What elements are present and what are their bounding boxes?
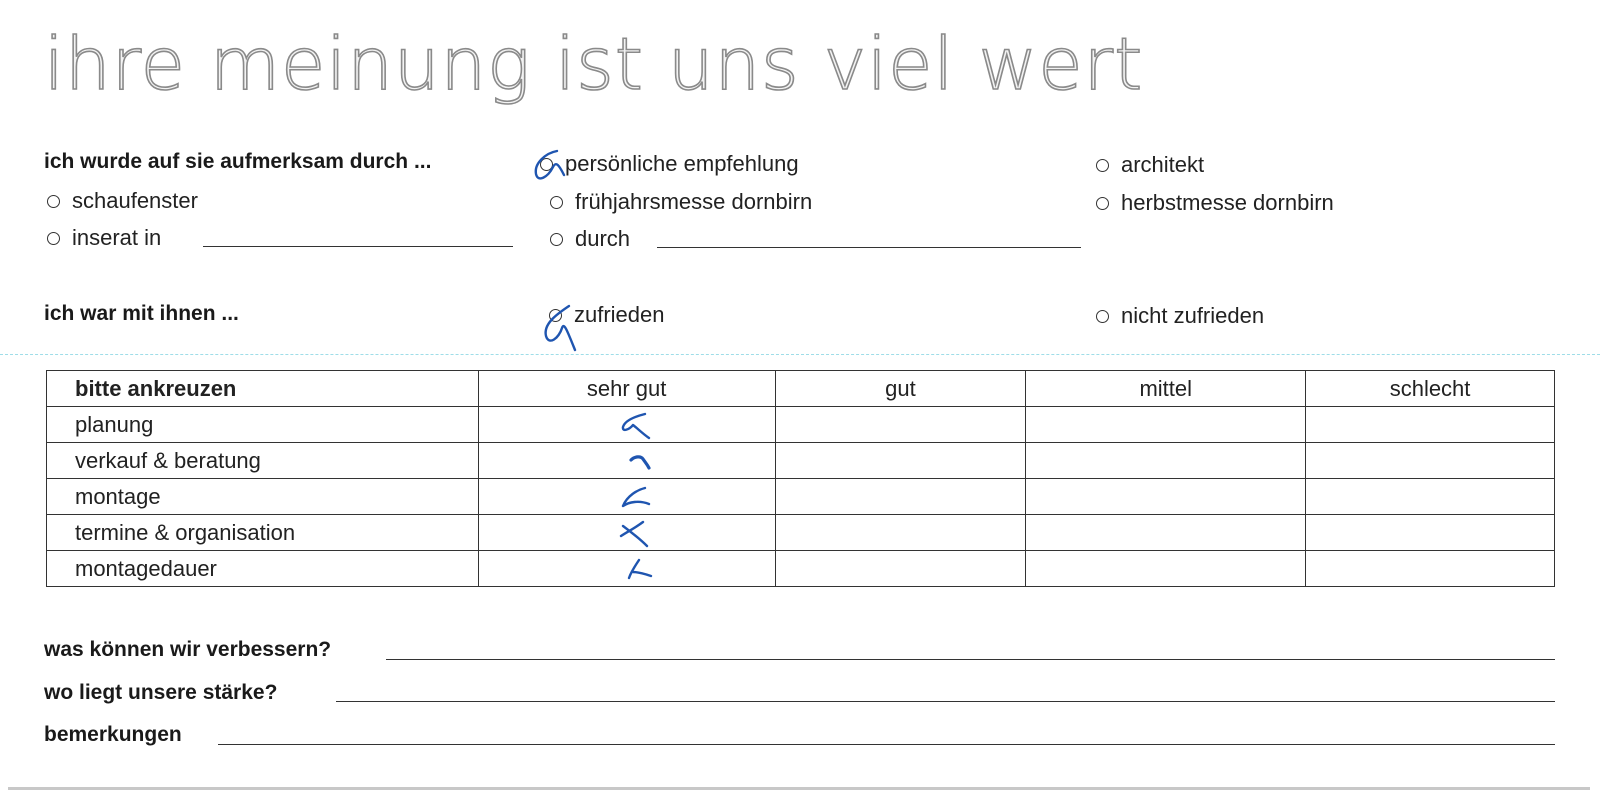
table-row: [47, 479, 1555, 515]
source-question-label: ich wurde auf sie aufmerksam durch ...: [44, 150, 432, 173]
radio-circle-icon[interactable]: [550, 196, 563, 209]
option-label: architekt: [1121, 152, 1205, 177]
cell-mittel[interactable]: [1026, 443, 1306, 479]
improve-answer-line[interactable]: [386, 659, 1555, 660]
cell-mittel[interactable]: [1026, 407, 1306, 443]
cell-sehr-gut[interactable]: [478, 551, 775, 587]
row-label: termine & organisation: [47, 515, 479, 551]
table-row: [47, 443, 1555, 479]
radio-circle-icon[interactable]: [47, 232, 60, 245]
option-zufrieden[interactable]: [549, 302, 665, 328]
cell-schlecht[interactable]: [1306, 479, 1555, 515]
remarks-answer-line[interactable]: [218, 744, 1555, 745]
satisfaction-question-label: ich war mit ihnen ...: [44, 302, 239, 325]
cell-schlecht[interactable]: [1306, 443, 1555, 479]
cell-schlecht[interactable]: [1306, 515, 1555, 551]
row-label: planung: [47, 407, 479, 443]
option-architekt[interactable]: [1096, 152, 1204, 178]
option-fruehjahrsmesse[interactable]: [550, 189, 812, 215]
option-label: persönliche empfehlung: [565, 151, 799, 176]
rating-table: [46, 370, 1555, 587]
strength-answer-line[interactable]: [336, 701, 1555, 702]
radio-circle-icon[interactable]: [1096, 197, 1109, 210]
cell-sehr-gut[interactable]: [478, 443, 775, 479]
cell-schlecht[interactable]: [1306, 407, 1555, 443]
header-bitte-ankreuzen: bitte ankreuzen: [47, 371, 479, 407]
option-herbstmesse[interactable]: [1096, 190, 1334, 216]
cell-mittel[interactable]: [1026, 551, 1306, 587]
header-sehr-gut: sehr gut: [478, 371, 775, 407]
header-gut: gut: [775, 371, 1026, 407]
handwritten-check-icon: [615, 482, 655, 512]
handwritten-check-icon: [615, 518, 655, 548]
cell-gut[interactable]: [775, 407, 1026, 443]
cell-gut[interactable]: [775, 443, 1026, 479]
option-label: herbstmesse dornbirn: [1121, 190, 1334, 215]
cell-sehr-gut[interactable]: [478, 515, 775, 551]
radio-circle-icon[interactable]: [540, 158, 553, 171]
table-header-row: [47, 371, 1555, 407]
radio-circle-icon[interactable]: [47, 195, 60, 208]
page-bottom-edge: [8, 787, 1590, 790]
row-label: montage: [47, 479, 479, 515]
cell-mittel[interactable]: [1026, 479, 1306, 515]
option-empfehlung[interactable]: [540, 151, 799, 177]
inserat-fill-line[interactable]: [203, 246, 513, 247]
radio-circle-icon[interactable]: [549, 309, 562, 322]
option-durch[interactable]: [550, 226, 630, 252]
cell-sehr-gut[interactable]: [478, 407, 775, 443]
cell-gut[interactable]: [775, 515, 1026, 551]
cell-schlecht[interactable]: [1306, 551, 1555, 587]
cell-gut[interactable]: [775, 479, 1026, 515]
row-label: montagedauer: [47, 551, 479, 587]
handwritten-check-icon: [615, 446, 655, 476]
option-nicht-zufrieden[interactable]: [1096, 303, 1264, 329]
option-schaufenster[interactable]: [47, 188, 198, 214]
handwritten-check-icon: [615, 410, 655, 440]
option-label: inserat in: [72, 225, 162, 250]
option-label: nicht zufrieden: [1121, 303, 1265, 328]
radio-circle-icon[interactable]: [1096, 159, 1109, 172]
header-schlecht: schlecht: [1306, 371, 1555, 407]
row-label: verkauf & beratung: [47, 443, 479, 479]
cell-sehr-gut[interactable]: [478, 479, 775, 515]
table-row: [47, 515, 1555, 551]
header-mittel: mittel: [1026, 371, 1306, 407]
cell-gut[interactable]: [775, 551, 1026, 587]
handwritten-check-icon: [615, 554, 655, 584]
cell-mittel[interactable]: [1026, 515, 1306, 551]
section-divider: [0, 354, 1600, 355]
radio-circle-icon[interactable]: [1096, 310, 1109, 323]
question-improve-label: was können wir verbessern?: [44, 638, 332, 661]
option-inserat[interactable]: [47, 225, 161, 251]
option-label: durch: [575, 226, 631, 251]
durch-fill-line[interactable]: [657, 247, 1081, 248]
option-label: frühjahrsmesse dornbirn: [575, 189, 813, 214]
table-row: [47, 407, 1555, 443]
radio-circle-icon[interactable]: [550, 233, 563, 246]
question-strength-label: wo liegt unsere stärke?: [44, 681, 278, 704]
table-row: [47, 551, 1555, 587]
question-remarks-label: bemerkungen: [44, 723, 182, 746]
page-title: ihre meinung ist uns viel wert: [44, 22, 1144, 106]
option-label: schaufenster: [72, 188, 198, 213]
option-label: zufrieden: [574, 302, 665, 327]
